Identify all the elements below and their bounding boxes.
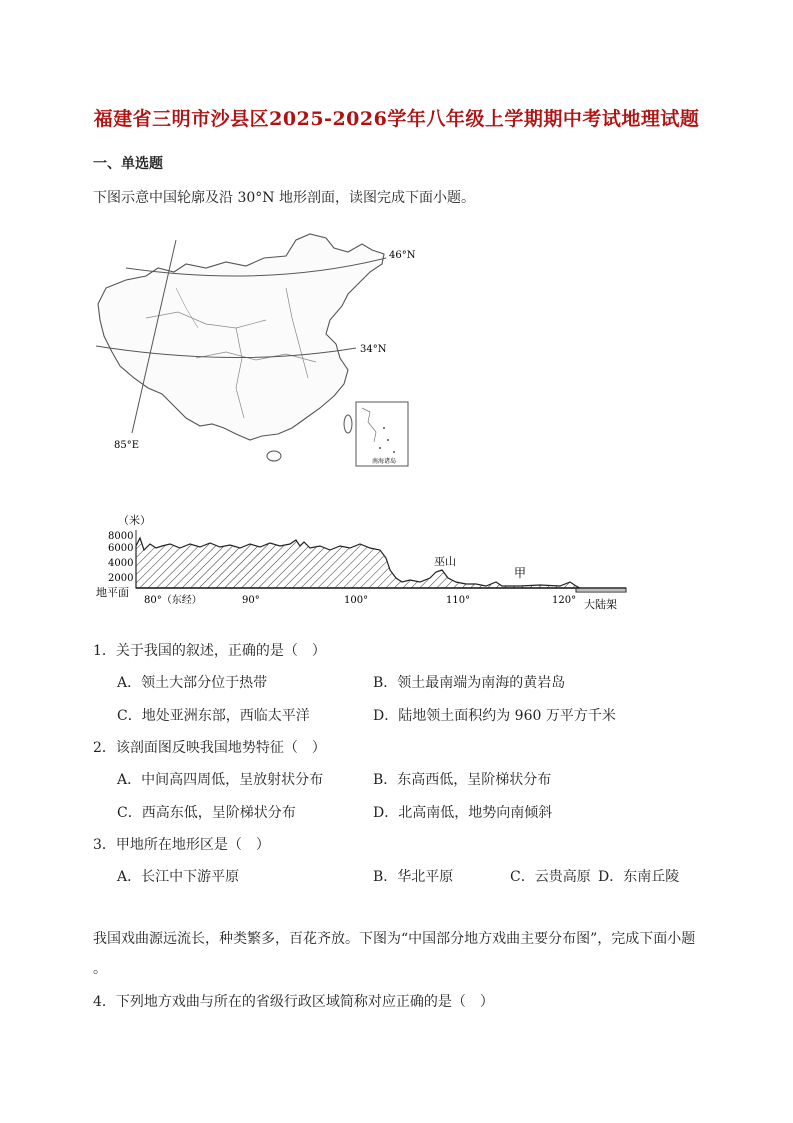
question-2-option-b[interactable]: B．东高西低，呈阶梯状分布 [373, 772, 552, 788]
question-3-option-b[interactable]: B．华北平原 [373, 869, 454, 885]
question-3-option-a[interactable]: A．长江中下游平原 [117, 869, 240, 885]
y-tick-8000: 8000 [108, 531, 134, 542]
profile-svg [90, 510, 635, 615]
question-2-option-d[interactable]: D．北高南低，地势向南倾斜 [373, 805, 553, 821]
map-svg [86, 228, 446, 468]
x-tick-100: 100° [344, 595, 369, 606]
question-2-option-c[interactable]: C．西高东低，呈阶梯状分布 [117, 805, 296, 821]
intro-text: 下图示意中国轮廓及沿 30°N 地形剖面，读图完成下面小题。 [93, 190, 475, 206]
label-34n: 34°N [360, 344, 387, 355]
question-2-stem: 2．该剖面图反映我国地势特征（ ） [93, 740, 326, 756]
label-wushan: 巫山 [434, 555, 456, 568]
label-continental-shelf: 大陆架 [584, 598, 617, 611]
x-tick-110: 110° [446, 595, 471, 606]
y-tick-6000: 6000 [108, 543, 134, 554]
label-46n: 46°N [389, 250, 416, 261]
question-3-stem: 3．甲地所在地形区是（ ） [93, 837, 270, 853]
question-1-stem: 1．关于我国的叙述，正确的是（ ） [93, 643, 326, 659]
question-4-stem: 4．下列地方戏曲与所在的省级行政区域简称对应正确的是（ ） [93, 994, 494, 1010]
y-tick-2000: 2000 [108, 573, 134, 584]
label-85e: 85°E [114, 440, 140, 451]
section-heading: 一、单选题 [93, 156, 163, 172]
passage-text: 我国戏曲源远流长，种类繁多，百花齐放。下图为“中国部分地方戏曲主要分布图”，完成下面小题 [93, 931, 696, 947]
china-outline-map [86, 228, 446, 468]
y-tick-4000: 4000 [108, 558, 134, 569]
south-china-sea-inset [356, 402, 408, 466]
profile-y-unit: （米） [118, 514, 151, 527]
ground-label: 地平面 [96, 586, 129, 599]
x-tick-80: 80°（东经） [144, 595, 202, 606]
label-jia: 甲 [514, 566, 527, 580]
question-1-option-d[interactable]: D．陆地领土面积约为 960 万平方千米 [373, 708, 616, 724]
question-2-option-a[interactable]: A．中间高四周低，呈放射状分布 [117, 772, 324, 788]
passage-text-end: 。 [93, 961, 107, 977]
question-3-option-c[interactable]: C．云贵高原 [510, 869, 591, 885]
x-tick-90: 90° [242, 595, 260, 606]
china-outline [98, 234, 384, 440]
question-1-option-c[interactable]: C．地处亚洲东部，西临太平洋 [117, 708, 310, 724]
question-3-option-d[interactable]: D．东南丘陵 [598, 869, 680, 885]
x-tick-120: 120° [552, 595, 577, 606]
question-1-option-b[interactable]: B．领土最南端为南海的黄岩岛 [373, 675, 566, 691]
terrain-profile [90, 510, 635, 615]
paper-title: 福建省三明市沙县区2025-2026学年八年级上学期期中考试地理试题 [93, 108, 700, 130]
question-1-option-a[interactable]: A．领土大部分位于热带 [117, 675, 268, 691]
inset-label: 南海诸岛 [372, 458, 397, 465]
terrain-shape [136, 538, 580, 588]
